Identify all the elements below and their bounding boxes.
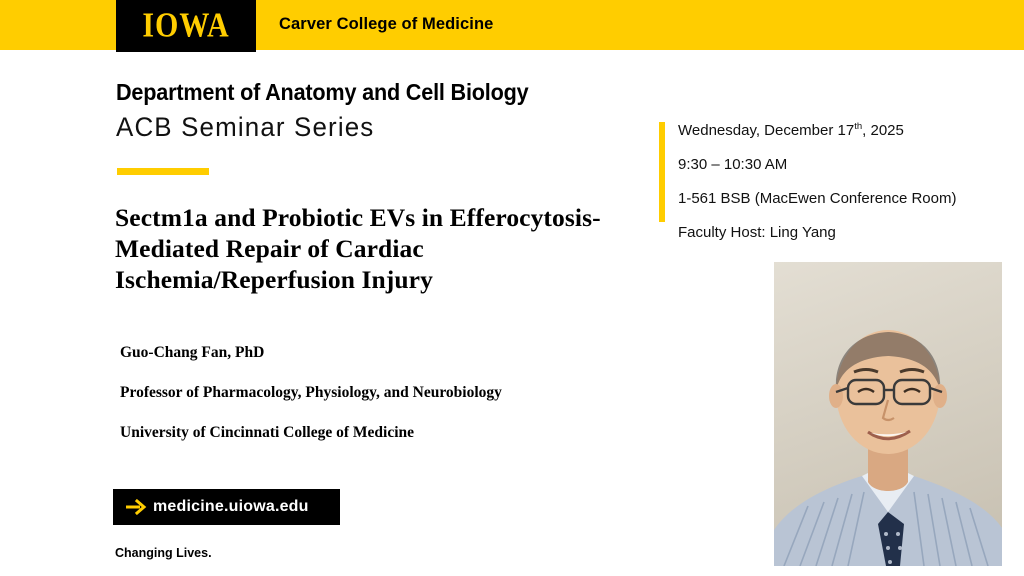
college-name: Carver College of Medicine: [279, 15, 494, 33]
speaker-block: [120, 344, 640, 442]
series-name: ACB Seminar Series: [116, 112, 375, 142]
department-name: Department of Anatomy and Cell Biology: [116, 79, 529, 105]
speaker-portrait: [774, 262, 1002, 566]
detail-host: Faculty Host: Ling Yang: [678, 224, 836, 241]
header-bar: [0, 0, 1024, 50]
gold-divider: [117, 168, 209, 175]
speaker-role: Professor of Pharmacology, Physiology, and Neurobiology: [120, 384, 502, 401]
portrait-illustration: [774, 262, 1002, 566]
speaker-affiliation: University of Cincinnati College of Medicine: [120, 424, 415, 441]
iowa-logo: [116, 0, 256, 52]
details-accent-bar: [659, 122, 665, 222]
details-list: [678, 118, 1008, 242]
detail-date: [678, 118, 1008, 140]
detail-date-year: , 2025: [862, 122, 904, 139]
iowa-logo-text: IOWA: [142, 6, 230, 45]
detail-date-text: Wednesday, December 17: [678, 122, 855, 139]
website-url-label: medicine.uiowa.edu: [153, 498, 309, 515]
detail-time: 9:30 – 10:30 AM: [678, 156, 788, 173]
speaker-name: Guo-Chang Fan, PhD: [120, 344, 265, 361]
detail-location: 1-561 BSB (MacEwen Conference Room): [678, 190, 957, 207]
tagline: Changing Lives.: [115, 546, 212, 560]
page-title: Sectm1a and Probiotic EVs in Efferocytosis-Mediated Repair of Cardiac Ischemia/Reperfusion Injury: [115, 203, 601, 294]
arrow-right-icon: [119, 499, 153, 515]
detail-date-ordinal: th: [854, 121, 863, 132]
website-link-button[interactable]: [113, 489, 340, 525]
